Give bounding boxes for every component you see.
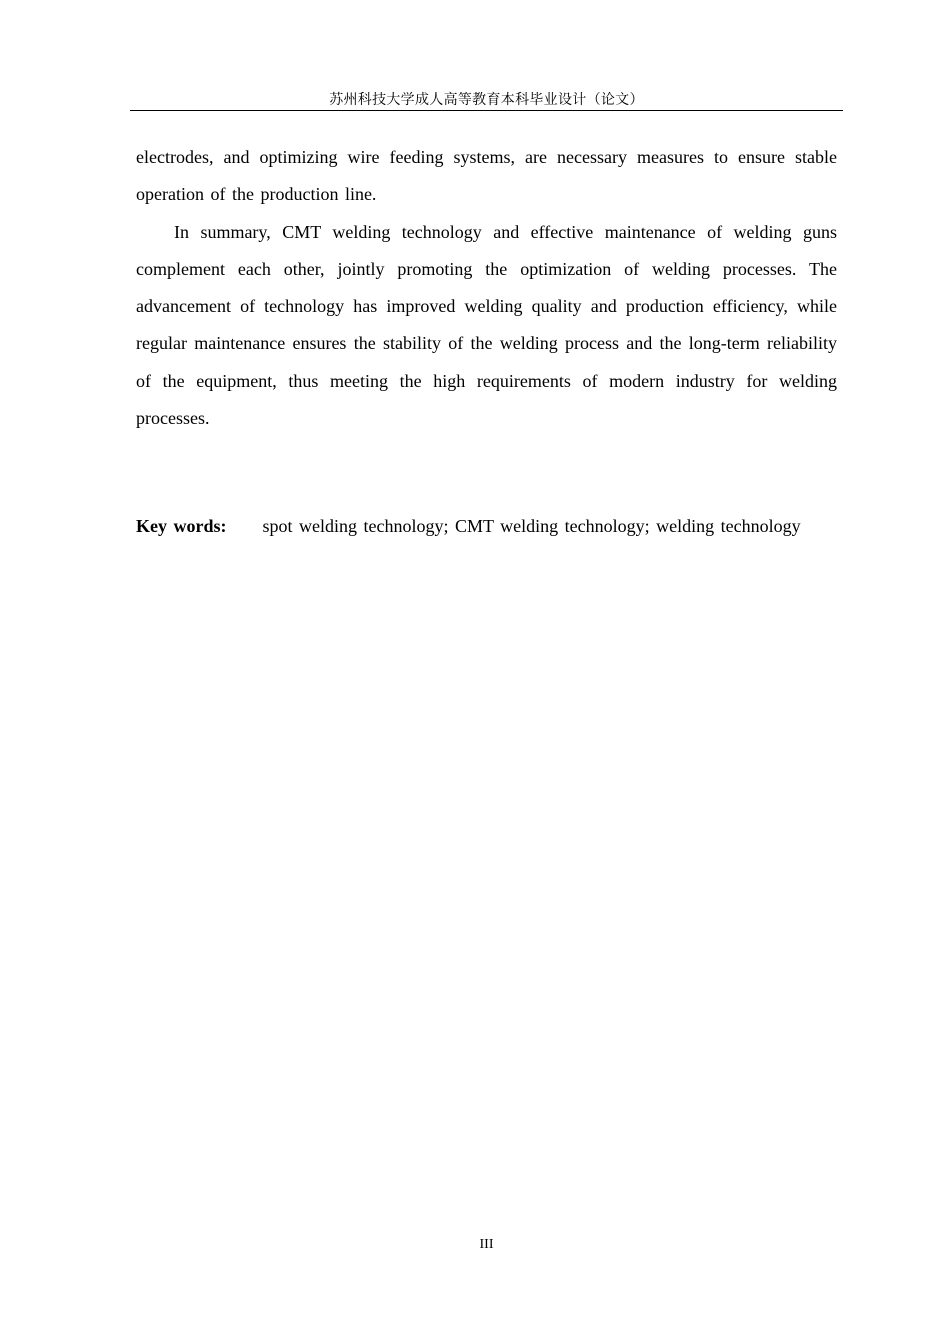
page-header: 苏州科技大学成人高等教育本科毕业设计（论文）	[329, 92, 644, 108]
keywords-block	[136, 508, 837, 545]
abstract-body	[136, 139, 837, 437]
header-divider	[130, 110, 843, 111]
keywords-label: Key words:	[136, 516, 227, 536]
abstract-paragraph-continuation: electrodes, and optimizing wire feeding systems, are necessary measures to ensure stable operation of the production line.	[136, 147, 837, 205]
abstract-paragraph-summary: In summary, CMT welding technology and effective maintenance of welding guns complement each other, jointly promoting the optimization of welding processes. The advancement of technology has improved welding quality and production efficiency, while regular maintenance ensures the stability of the welding process and the long-term reliability of the equipment, thus meeting the high requirements of modern industry for welding processes.	[136, 221, 837, 429]
keywords-text: spot welding technology; CMT welding technology; welding technology	[262, 516, 801, 536]
page-number: III	[479, 1237, 494, 1252]
